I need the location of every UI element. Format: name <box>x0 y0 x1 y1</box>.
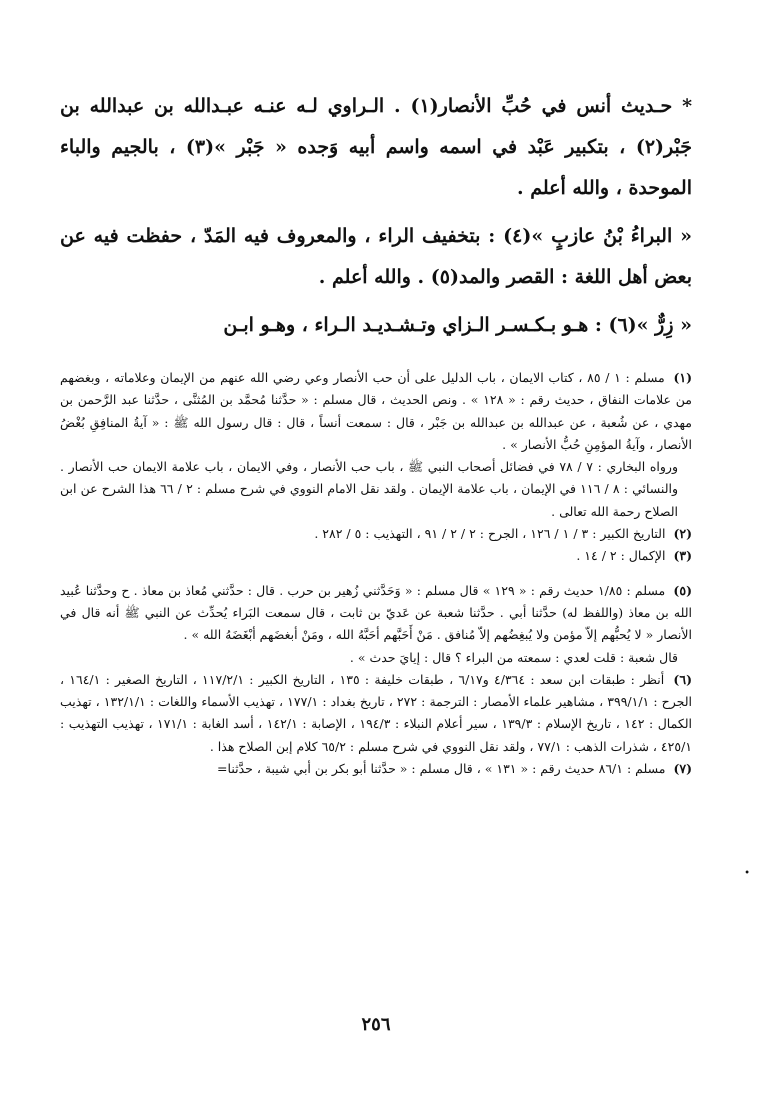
footnote-gap <box>60 568 692 580</box>
footnote-2 <box>60 523 692 545</box>
paragraph-anas-hadith: * حـديث أنس في حُبِّ الأنصار(١) . الـراوي لـه عنـه عبـدالله بن عبدالله بن جَبْر(٢) ، بتكبير عَبْد في اسمه واسم أبيه وَجده « جَبْر »(٣) ، بالجيم والباء الموحدة ، والله أعلم . <box>60 95 692 199</box>
footnote-text: مسلم : ١/٨٥ حديث رقم : « ١٢٩ » قال مسلم : « وَحَدَّثني زُهير بن حرب . قال : حدَّثني مُعاذ بن معاذ . ح وحدَّثنا عُبيد الله بن معاذ (واللفظ له) حدَّثنا أبي . حدَّثنا شعبة عن عَديّ بن ثابت ، قال سمعت البَراء يُحدِّث عن النبي ﷺ أنه قال في الأنصار « لا يُحبُّهم إلاّ مؤمن ولا يُبغِضُهم إلاّ مُنافق . مَنْ أَحَبَّهم أحَبَّهُ الله ، ومَنْ أبغضَهم أبْغَضَهُ الله » . <box>60 582 692 643</box>
footnote-6 <box>60 669 692 758</box>
footnote-5 <box>60 580 692 647</box>
footnote-text: الإكمال : ٢ / ١٤ . <box>576 548 666 564</box>
footnote-number: (٣) <box>673 548 692 564</box>
footnote-number: (٧) <box>673 761 692 777</box>
footnote-5-continuation: قال شعبة : قلت لعدي : سمعته من البراء ؟ قال : إيايَ حدث » . <box>349 649 678 665</box>
footnote-1-continuation: ورواه البخاري : ٧ / ٧٨ في فضائل أصحاب النبي ﷺ ، باب حب الأنصار ، وفي الايمان ، باب علامة الايمان حب الأنصار . والنسائي : ٨ / ١١٦ في الإيمان ، باب علامة الإيمان . ولقد نقل الامام النووي في شرح مسلم : ٢ / ٦٦ هذا الشرح عن ابن الصلاح رحمة الله تعالى . <box>60 459 679 519</box>
footnote-number: (٥) <box>673 582 692 598</box>
footnote-3 <box>60 545 692 567</box>
paragraph-bara-ibn-azib: « البراءُ بْنُ عازبٍ »(٤) : بتخفيف الراء ، والمعروف فيه المَدّ ، حفظت فيه عن بعض أهل اللغة : القصر والمد(٥) . والله أعلم . <box>60 225 692 288</box>
page-number: ٢٥٦ <box>361 1014 391 1035</box>
footnote-separator <box>60 358 692 359</box>
footnote-number: (٢) <box>673 526 692 542</box>
footnote-text: التاريخ الكبير : ٣ / ١ / ١٢٦ ، الجرح : ٢ / ٢ / ٩١ ، التهذيب : ٥ / ٢٨٢ . <box>314 526 666 542</box>
footnote-number: (١) <box>673 370 692 385</box>
margin-dot: • <box>744 868 750 879</box>
main-text <box>60 86 692 353</box>
footnotes <box>60 358 692 780</box>
footnote-1 <box>60 367 692 456</box>
footnote-text: مسلم : ١ / ٨٥ ، كتاب الايمان ، باب الدليل على أن حب الأنصار وعي رضي الله عنهم من الإيمان وعلاماته ، وبغضهم من علامات النفاق ، حديث رقم : « ١٢٨ » . ونص الحديث ، قال مسلم : « حدَّثنا مُحمَّد بن المُثنَّى ، حدَّثنا عبد الرَّحمن بن مهدي ، عن شُعبة ، عن عبدالله بن عبدالله بن جَبْر ، قال : سمعت أنساً ، قال : قال رسول الله ﷺ : « آيةُ المنافِقِ بُغْضُ الأنصار ، وآيةُ المؤمِنِ حُبُّ الأنصار » . <box>60 370 692 452</box>
footnote-text: أنظر : طبقات ابن سعد : ٤/٣٦٤ و٦/١٧ ، طبقات خليفة : ١٣٥ ، التاريخ الكبير : ١١٧/٢/١ ، التاريخ الصغير : ١٦٤/١ ، الجرح : ٣٩٩/١/١ ، مشاهير علماء الأمصار : الترجمة : ٢٧٢ ، تاريخ بغداد : ١٧٧/١ ، تهذيب الأسماء واللغات : ١٣٢/١/١ ، تهذيب الكمال : ١٤٢ ، تاريخ الإسلام : ١٣٩/٣ ، سير أعلام النبلاء : ١٩٤/٣ ، الإصابة : ١٤٢/١ ، أسد الغابة : ١٧١/١ ، تهذيب التهذيب : ٤٢٥/١ ، شذرات الذهب : ٧٧/١ ، ولقد نقل النووي في شرح مسلم : ٦٥/٢ كلام إبن الصلاح هذا . <box>60 671 693 754</box>
book-page <box>60 0 692 1094</box>
footnote-text: مسلم : ٨٦/١ حديث رقم : « ١٣١ » ، قال مسلم : « حدَّثنا أبو بكر بن أبي شيبة ، حدَّثنا= <box>217 761 666 777</box>
paragraph-zirr: « زِرٌّ »(٦) : هـو بـكـسـر الـزاي وتـشـديـد الـراء ، وهـو ابـن <box>223 314 692 336</box>
footnote-7 <box>60 758 692 780</box>
footnote-number: (٦) <box>673 671 692 687</box>
